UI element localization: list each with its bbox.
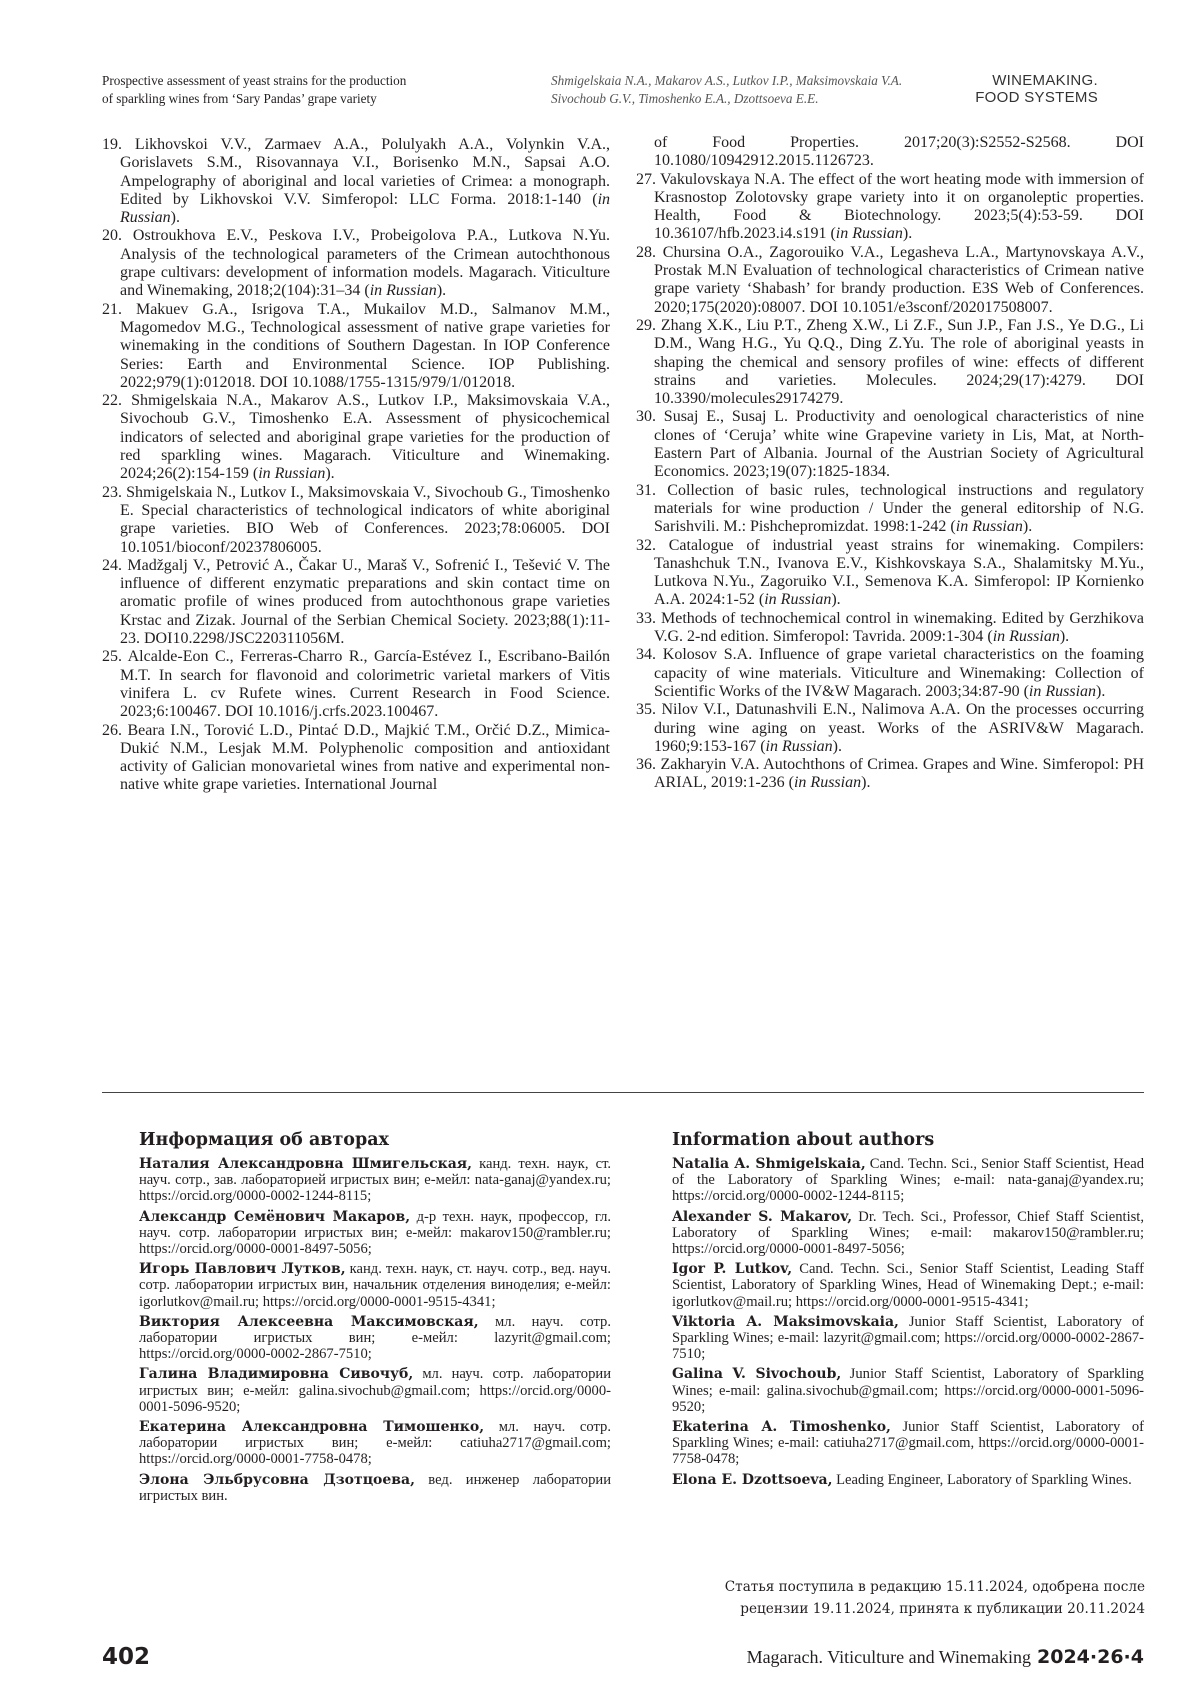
reference-item: [102, 557, 610, 648]
author-details: д-р техн. наук, профессор, гл. науч. сотр. лаборатории игристых вин; е-мейл: makarov150@rambler.ru; https://orcid.org/0000-0001-8497-5056;: [139, 1208, 611, 1258]
reference-number: 35.: [636, 701, 656, 719]
reference-language-note: in Russian: [764, 591, 832, 609]
reference-text: Catalogue of industrial yeast strains for winemaking. Compilers: Tanashchuk T.N., Ivanova E.V., Kishkovskaya S.A., Shalamitsky M.Yu., Lutkova N.Yu., Zagoruiko V.I., Semenova K.A. Simferopol: IP Kornienko A.A. 2024:1-52: [654, 536, 1145, 609]
reference-text: Nilov V.I., Datunashvili E.N., Nalimova A.A. On the processes occurring during wine aging on yeast. Works of the ASRIV&W Magarach. 1960;9:153-167: [654, 701, 1145, 755]
reference-number: 20.: [102, 227, 122, 245]
author-details: вед. инженер лаборатории игристых вин.: [139, 1471, 611, 1504]
reference-number: 23.: [102, 483, 122, 501]
header-section: [975, 72, 1098, 106]
reference-item: 34. Kolosov S.A. Influence of grape varietal characteristics on the foaming capacity of wine materials. Viticulture and Winemaking: Collection of Scientific Works of the IV&W Magarach. 2003;34:87-90 (in Russian).: [636, 646, 1145, 700]
author-entry: [139, 1366, 611, 1415]
header-authors-line: Sivochoub G.V., Timoshenko E.A., Dzottsoeva E.E.: [551, 91, 819, 106]
header-article-title: [102, 72, 482, 108]
reference-tail: ).: [170, 209, 180, 227]
reference-tail: ).: [902, 225, 913, 243]
reference-language-note: in Russian: [1028, 682, 1097, 700]
reference-number: 33.: [636, 609, 656, 627]
author-name: Екатерина Александровна Тимошенко,: [139, 1419, 485, 1436]
author-name: Элона Эльбрусовна Дзотцоева,: [139, 1471, 415, 1488]
authors-heading-en: Information about authors: [672, 1130, 935, 1150]
reference-language-note: in Russian: [258, 465, 326, 483]
author-entry: [672, 1472, 1144, 1488]
reference-text: Kolosov S.A. Influence of grape varietal characteristics on the foaming capacity of wine materials. Viticulture and Winemaking: Collection of Scientific Works of the IV&W Magarach. 2003;34:87-90: [654, 646, 1145, 700]
author-details: Junior Staff Scientist, Laboratory of Sparkling Wines; e-mail: lazyrit@gmail.com; https://orcid.org/0000-0002-2867-7510;: [672, 1313, 1144, 1363]
reference-text: Collection of basic rules, technological instructions and regulatory materials for wine production / Under the general editorship of N.G. Sarishvili. M.: Pishchepromizdat. 1998:1-242: [654, 481, 1144, 536]
author-name: Виктория Алексеевна Максимовская,: [139, 1313, 479, 1330]
reference-tail: ).: [832, 737, 842, 755]
author-name: Viktoria A. Maksimovskaia,: [672, 1313, 899, 1330]
reference-text: Likhovskoi V.V., Zarmaev A.A., Polulyakh A.A., Volynkin V.A., Gorislavets S.M., Risovannaya V.I., Borisenko M.N., Sapsai A.O. Ampelography of aboriginal and local varieties of Crimea: a monograph. Edited by Likhovskoi V.V. Simferopol: LLC Forma. 2018:1-140: [120, 136, 610, 208]
reference-text: Shmigelskaia N., Lutkov I., Maksimovskaia V., Sivochoub G., Timoshenko E. Special characteristics of technological indicators of white aboriginal grape varieties. BIO Web of Conferences. 2023;78:06005. DOI 10.1051/bioconf/20237806005.: [120, 483, 611, 556]
reference-number: 29.: [636, 316, 656, 334]
author-entry: [672, 1314, 1144, 1363]
author-name: Galina V. Sivochoub,: [672, 1366, 842, 1383]
author-entry: [672, 1261, 1144, 1310]
references-right-column: [636, 134, 1144, 793]
reference-item: 20. Ostroukhova E.V., Peskova I.V., Probeigolova P.A., Lutkova N.Yu. Analysis of the technological parameters of the Crimean autochthonous grape cultivars: development of information models. Magarach. Viticulture and Winemaking, 2018;2(104):31–34 (in Russian).: [102, 227, 611, 300]
header-title-line: of sparkling wines from ‘Sary Pandas’ grape variety: [102, 91, 377, 106]
page-number: 402: [102, 1644, 151, 1670]
reference-language-note: in Russian: [835, 225, 903, 243]
reference-text: Susaj E., Susaj L. Productivity and oenological characteristics of nine clones of ‘Ceruja’ white wine Grapevine variety in Lis, Mat, at North-Eastern Part of Albania. Journal of the Austrian Society of Agricultural Economics. 2023;19(07):1825-1834.: [654, 408, 1145, 481]
reference-number: 25.: [102, 648, 122, 666]
reference-number: 26.: [102, 721, 122, 739]
author-entry: [139, 1261, 611, 1310]
reference-text: Chursina O.A., Zagorouiko V.A., Legasheva L.A., Martynovskaya A.V., Prostak M.N Evaluation of technological characteristics of Crimean native grape variety ‘Shabash’ for brandy production. E3S Web of Conferences. 2020;175(2020):08007. DOI 10.1051/e3sconf/202017508007.: [654, 243, 1145, 316]
reference-number: 21.: [102, 300, 122, 318]
header-authors-line: Shmigelskaia N.A., Makarov A.S., Lutkov I.P., Maksimovskaia V.A.: [551, 73, 903, 88]
author-entry: [139, 1419, 611, 1468]
reference-number: 32.: [636, 536, 656, 554]
author-details: канд. техн. наук, ст. науч. сотр., вед. науч. сотр. лаборатории игристых вин, начальник отделения виноделия; е-мейл: igorlutkov@mail.ru; https://orcid.org/0000-0001-9515-4341;: [139, 1261, 611, 1310]
reference-item: 33. Methods of technochemical control in winemaking. Edited by Gerzhikova V.G. 2-nd edition. Simferopol: Tavrida. 2009:1-304 (in Russian).: [636, 609, 1145, 646]
reference-tail: ).: [1096, 682, 1106, 700]
reference-tail: ).: [831, 591, 841, 609]
header-section-line: FOOD SYSTEMS: [975, 89, 1098, 106]
author-name: Natalia A. Shmigelskaia,: [672, 1156, 866, 1172]
reference-item: 36. Zakharyin V.A. Autochthons of Crimea. Grapes and Wine. Simferopol: PH ARIAL, 2019:1-236 (in Russian).: [636, 756, 1144, 792]
author-name: Igor P. Lutkov,: [672, 1261, 793, 1278]
header-authors: [551, 72, 931, 108]
journal-issue: 2024·26·4: [1037, 1646, 1144, 1668]
author-entry: [672, 1209, 1144, 1258]
author-details: Dr. Tech. Sci., Professor, Chief Staff Scientist, Laboratory of Sparkling Wines; e-mail: makarov150@rambler.ru; https://orcid.org/0000-0001-8497-5056;: [672, 1208, 1145, 1258]
author-details: Cand. Techn. Sci., Senior Staff Scientist, Leading Staff Scientist, Laboratory of Sparkling Wines, Head of Winemaking Dept.; e-mail: igorlutkov@mail.ru; https://orcid.org/0000-0001-9515-4341;: [672, 1261, 1144, 1310]
reference-text: Ostroukhova E.V., Peskova I.V., Probeigolova P.A., Lutkova N.Yu. Analysis of the technological parameters of the Crimean autochthonous grape cultivars: development of information models. Magarach. Viticulture and Winemaking, 2018;2(104):31–34: [120, 227, 611, 300]
author-entry: [139, 1209, 611, 1258]
author-entry: [672, 1156, 1144, 1205]
reference-item: [102, 484, 610, 557]
reference-language-note: in Russian: [793, 774, 862, 792]
reference-language-note: in Russian: [120, 190, 611, 227]
reference-language-note: in Russian: [955, 518, 1023, 536]
received-note: [640, 1576, 1145, 1620]
reference-text: Vakulovskaya N.A. The effect of the wort heating mode with immersion of Krasnostop Zolotovsky grape variety into it on organoleptic properties. Health, Food & Biotechnology. 2023;5(4):53-59. DOI 10.36107/hfb.2023.i4.s191: [654, 170, 1144, 243]
reference-item: [102, 722, 610, 795]
author-name: Александр Семёнович Макаров,: [139, 1208, 411, 1225]
reference-item: 32. Catalogue of industrial yeast strains for winemaking. Compilers: Tanashchuk T.N., Ivanova E.V., Kishkovskaya S.A., Shalamitsky M.Yu., Lutkova N.Yu., Zagoruiko V.I., Semenova K.A. Simferopol: IP Kornienko A.A. 2024:1-52 (in Russian).: [636, 536, 1145, 609]
reference-text: Shmigelskaia N.A., Makarov A.S., Lutkov I.P., Maksimovskaia V.A., Sivochoub G.V., Timoshenko E.A. Assessment of physicochemical indicators of selected and aboriginal grape varieties for the production of red sparkling wines. Magarach. Viticulture and Winemaking. 2024;26(2):154-159: [120, 392, 610, 483]
reference-item: 35. Nilov V.I., Datunashvili E.N., Nalimova A.A. On the processes occurring during wine aging on yeast. Works of the ASRIV&W Magarach. 1960;9:153-167 (in Russian).: [636, 701, 1145, 755]
reference-text: Zakharyin V.A. Autochthons of Crimea. Grapes and Wine. Simferopol: PH ARIAL, 2019:1-236: [654, 756, 1144, 792]
author-entry: [139, 1314, 611, 1363]
header-title-line: Prospective assessment of yeast strains for the production: [102, 73, 407, 88]
reference-item: 31. Collection of basic rules, technological instructions and regulatory materials for wine production / Under the general editorship of N.G. Sarishvili. M.: Pishchepromizdat. 1998:1-242 (in Russian).: [636, 481, 1144, 536]
reference-item: [102, 648, 610, 721]
author-name: Наталия Александровна Шмигельская,: [139, 1156, 472, 1172]
journal-name: Magarach. Viticulture and Winemaking: [746, 1647, 1032, 1667]
reference-text: Alcalde-Eon C., Ferreras-Charro R., García-Estévez I., Escribano-Bailón M.T. In search for flavonoid and colorimetric varietal markers of Vitis vinifera L. cv Rufete wines. Current Research in Food Science. 2023;6:100467. DOI 10.1016/j.crfs.2023.100467.: [120, 648, 610, 721]
reference-item: 22. Shmigelskaia N.A., Makarov A.S., Lutkov I.P., Maksimovskaia V.A., Sivochoub G.V., Timoshenko E.A. Assessment of physicochemical indicators of selected and aboriginal grape varieties for the production of red sparkling wines. Magarach. Viticulture and Winemaking. 2024;26(2):154-159 (in Russian).: [102, 392, 610, 483]
author-details: Junior Staff Scientist, Laboratory of Sparkling Wines; e-mail: galina.sivochub@gmail.com; https://orcid.org/0000-0001-5096-9520;: [672, 1366, 1144, 1415]
author-name: Галина Владимировна Сивочуб,: [139, 1366, 414, 1383]
author-entry: [672, 1419, 1144, 1468]
authors-info-ru: [139, 1130, 611, 1508]
footer-journal: [747, 1646, 1144, 1668]
author-details: Cand. Techn. Sci., Senior Staff Scientist, Head of the Laboratory of Sparkling Wines; e-mail: nata-ganaj@yandex.ru; https://orcid.org/0000-0002-1244-8115;: [672, 1156, 1144, 1205]
section-divider: [102, 1092, 1144, 1093]
reference-tail: ).: [1059, 628, 1070, 646]
author-details: мл. науч. сотр. лаборатории игристых вин; е-мейл: lazyrit@gmail.com; https://orcid.org/0000-0002-2867-7510;: [139, 1313, 612, 1363]
reference-tail: ).: [436, 282, 447, 300]
reference-text: Madžgalj V., Petrović A., Čakar U., Maraš V., Sofrenić I., Tešević V. The influence of different enzymatic preparations and skin contact time on aromatic profile of wines produced from autochthonous grape varieties Krstac and Zizak. Journal of the Serbian Chemical Society. 2023;88(1):11-23. DOI10.2298/JSC220311056M.: [120, 556, 611, 648]
reference-item: [636, 408, 1144, 481]
author-entry: [139, 1472, 611, 1504]
author-details: канд. техн. наук, ст. науч. сотр., зав. лабораторией игристых вин; е-мейл: nata-ganaj@yandex.ru; https://orcid.org/0000-0002-1244-8115;: [139, 1156, 611, 1205]
reference-tail: ).: [325, 465, 335, 483]
reference-number: 22.: [102, 392, 122, 410]
author-name: Игорь Павлович Лутков,: [139, 1261, 346, 1278]
reference-item: 19. Likhovskoi V.V., Zarmaev A.A., Polulyakh A.A., Volynkin V.A., Gorislavets S.M., Risovannaya V.I., Borisenko M.N., Sapsai A.O. Ampelography of aboriginal and local varieties of Crimea: a monograph. Edited by Likhovskoi V.V. Simferopol: LLC Forma. 2018:1-140 (in Russian).: [102, 136, 611, 227]
authors-list-en: [672, 1156, 1144, 1488]
reference-item: 27. Vakulovskaya N.A. The effect of the wort heating mode with immersion of Krasnostop Zolotovsky grape variety into it on organoleptic properties. Health, Food & Biotechnology. 2023;5(4):53-59. DOI 10.36107/hfb.2023.i4.s191 (in Russian).: [636, 170, 1144, 243]
reference-number: 28.: [636, 243, 656, 261]
author-entry: [139, 1156, 611, 1205]
reference-number: 34.: [636, 646, 656, 664]
reference-number: 36.: [636, 756, 656, 774]
received-line: Статья поступила в редакцию 15.11.2024, одобрена после: [724, 1579, 1145, 1595]
reference-number: 30.: [636, 408, 656, 426]
author-details: Leading Engineer, Laboratory of Sparkling Wines.: [832, 1471, 1132, 1488]
reference-text: Zhang X.K., Liu P.T., Zheng X.W., Li Z.F., Sun J.P., Fan J.S., Ye D.G., Li D.M., Wang H.G., Yu Q.Q., Ding Z.Yu. The role of aboriginal yeasts in shaping the chemical and sensory profiles of wine: effects of different strains and varieties. Molecules. 2024;29(17):4279. DOI 10.3390/molecules29174279.: [654, 316, 1145, 408]
reference-item: [636, 244, 1144, 317]
references-left-column: [102, 136, 610, 795]
author-entry: [672, 1366, 1144, 1415]
author-name: Elona E. Dzottsoeva,: [672, 1471, 833, 1488]
author-name: Alexander S. Makarov,: [672, 1208, 853, 1225]
author-details: Junior Staff Scientist, Laboratory of Sparkling Wines; e-mail: catiuha2717@gmail.com, https://orcid.org/0000-0001-7758-0478;: [672, 1419, 1145, 1468]
reference-tail: ).: [1022, 518, 1033, 536]
reference-language-note: in Russian: [992, 628, 1060, 646]
authors-heading-ru: Информация об авторах: [139, 1130, 389, 1150]
reference-text: Methods of technochemical control in winemaking. Edited by Gerzhikova V.G. 2-nd edition. Simferopol: Tavrida. 2009:1-304: [654, 609, 1145, 646]
reference-language-note: in Russian: [369, 282, 437, 300]
reference-continuation: of Food Properties. 2017;20(3):S2552-S2568. DOI 10.1080/10942912.2015.1126723.: [654, 134, 1144, 170]
authors-list-ru: [139, 1156, 611, 1504]
reference-tail: ).: [861, 774, 871, 792]
reference-number: 24.: [102, 556, 122, 574]
reference-text: Beara I.N., Torović L.D., Pintać D.D., Majkić T.M., Orčić D.Z., Mimica-Dukić N.M., Lesjak M.M. Polyphenolic composition and antioxidant activity of Galician monovarietal wines from native and experimental non-native white grape varieties. International Journal: [120, 721, 611, 794]
author-details: мл. науч. сотр. лаборатории игристых вин; е-мейл: catiuha2717@gmail.com; https://orcid.org/0000-0001-7758-0478;: [139, 1419, 612, 1468]
reference-number: 31.: [636, 481, 656, 499]
reference-number: 19.: [102, 136, 122, 153]
authors-info-en: [672, 1130, 1144, 1492]
reference-number: 27.: [636, 170, 656, 188]
reference-item: [636, 317, 1144, 408]
running-header: [102, 72, 1098, 116]
received-line: рецензии 19.11.2024, принята к публикации 20.11.2024: [740, 1601, 1145, 1617]
reference-item: [102, 301, 610, 392]
header-section-line: WINEMAKING.: [992, 72, 1098, 89]
references-right-list: [636, 171, 1144, 793]
reference-language-note: in Russian: [765, 737, 833, 755]
reference-text: Makuev G.A., Isrigova T.A., Mukailov M.D., Salmanov M.M., Magomedov M.G., Technological assessment of native grape varieties for winemaking in the conditions of Southern Dagestan. In IOP Conference Series: Earth and Environmental Science. IOP Publishing. 2022;979(1):012018. DOI 10.1088/1755-1315/979/1/012018.: [120, 300, 611, 391]
author-name: Ekaterina A. Timoshenko,: [672, 1419, 891, 1436]
author-details: мл. науч. сотр. лаборатории игристых вин; е-мейл: galina.sivochub@gmail.com; https://orcid.org/0000-0001-5096-9520;: [139, 1366, 611, 1415]
